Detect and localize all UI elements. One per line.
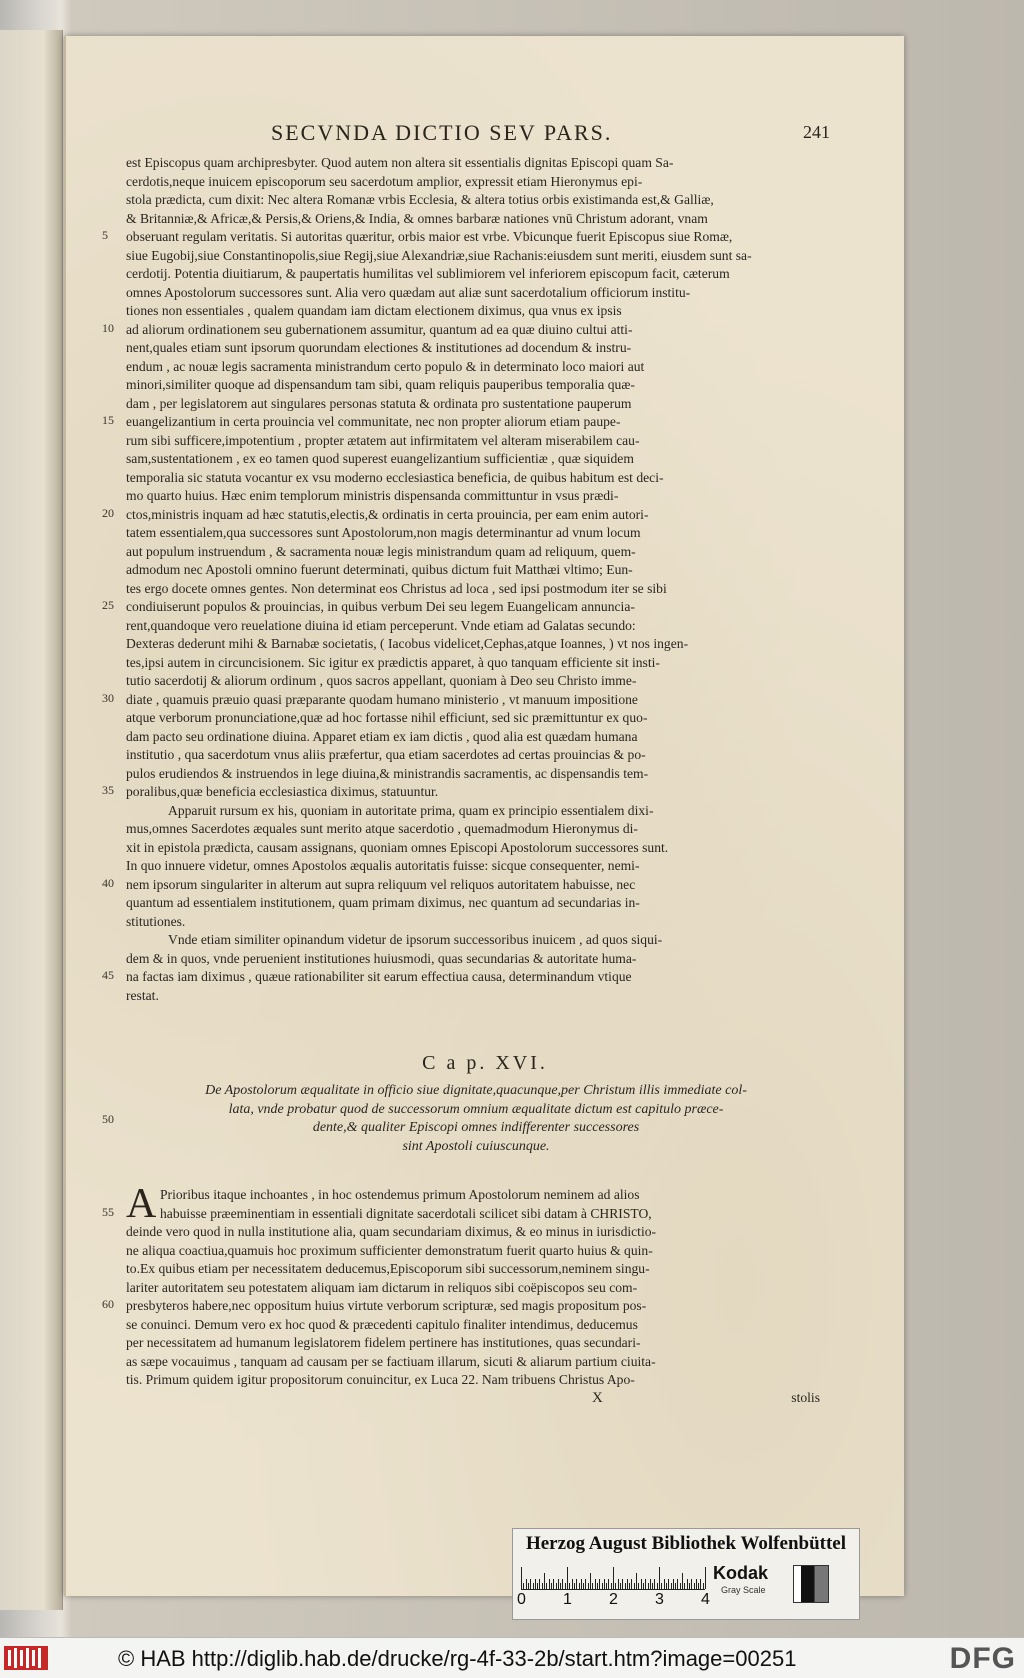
scale-ruler <box>521 1567 705 1590</box>
text-line: se conuinci. Demum vero ex hoc quod & præcedenti capitulo finaliter intendimus, deducemus <box>126 1316 638 1332</box>
text-line: minori,similiter quoque ad dispensandum tam sibi, quam reliquis pauperibus temporalia quæ- <box>126 377 635 392</box>
text-line: cerdotij. Potentia diuitiarum, & paupertatis humilitas vel sublimiorem vel inferiorem episcopum facit, cæterum <box>126 266 730 281</box>
ruler-tick <box>583 1583 584 1589</box>
line-number: 45 <box>102 968 114 982</box>
text-line: institutio , qua sacerdotum vnus aliis præfertur, qua etiam sacerdotes ad certas prouincias & po- <box>126 747 646 762</box>
ruler-tick <box>613 1567 614 1589</box>
text-line: ad aliorum ordinationem seu gubernationem assumitur, quantum ad ea quæ diuino cultui atti- <box>126 321 633 337</box>
line-number: 15 <box>102 413 114 427</box>
text-line: habuisse præeminentiam in essentiali dignitate sacerdotali scilicet sibi datam à CHRISTO, <box>160 1205 652 1221</box>
ruler-tick <box>650 1579 651 1589</box>
text-line: condiuiserunt populos & prouincias, in quibus verbum Dei seu legem Euangelicam annuncia- <box>126 599 635 614</box>
ruler-tick <box>680 1583 681 1589</box>
ruler-tick <box>560 1583 561 1589</box>
text-line: est Episcopus quam archipresbyter. Quod autem non altera sit essentialis dignitas Episcopi quam Sa- <box>126 155 674 170</box>
text-line: dam , per legislatorem aut singulares personas statuta & ordinata pro sustentatione pauperum <box>126 395 632 411</box>
ruler-tick <box>659 1567 660 1589</box>
ruler-tick <box>567 1567 568 1589</box>
summary-line: dente,& qualiter Episcopi omnes indifferenter successores <box>312 1120 640 1135</box>
text-line: rent,quandoque vero reuelatione diuina id etiam perceperunt. Vnde etiam ad Galatas secundo: <box>126 617 636 633</box>
chapter-text-block <box>126 1181 826 1390</box>
text-line: nem ipsorum singulariter in alterum aut supra reliquum vel reliquos autoritatem habuisse, nec <box>126 876 636 892</box>
chapter-heading: C a p. XVI. <box>422 1052 548 1074</box>
ruler-tick <box>634 1583 635 1589</box>
footer-bar <box>0 1637 1024 1678</box>
summary-line: De Apostolorum æqualitate in officio siue dignitate,quacunque,per Christum illis immediate col- <box>205 1083 747 1098</box>
summary-line: sint Apostoli cuiuscunque. <box>402 1138 550 1154</box>
ruler-tick <box>652 1583 653 1589</box>
running-title: SECVNDA DICTIO SEV PARS. <box>271 120 613 145</box>
ruler-tick <box>604 1579 605 1589</box>
text-line: siue Eugobij,siue Constantinopolis,siue Regij,siue Alexandriæ,siue Rachanis:eiusdem sunt meriti, eiusdem sunt sa- <box>126 247 752 263</box>
ruler-tick <box>606 1583 607 1589</box>
line-number: 40 <box>102 875 114 890</box>
text-line: obseruant regulam veritatis. Si autoritas quæritur, orbis maior est vrbe. Vbicunque fuerit Episcopus siue Romæ, <box>126 229 733 244</box>
color-scale-card <box>512 1528 860 1620</box>
text-line: tiones non essentiales , qualem quandam iam dictam electionem diximus, qua vnus ex ipsis <box>126 303 622 318</box>
ruler-tick <box>581 1579 582 1589</box>
text-line: tis. Primum quidem igitur propositorum conuincitur, ex Luca 22. Nam tribuens Christus Apo- <box>126 1372 635 1387</box>
text-line: mus,omnes Sacerdotes æquales sunt merito atque sacerdotio , quemadmodum Hieronymus di- <box>126 821 638 836</box>
ruler-tick <box>551 1583 552 1589</box>
text-line: lariter autoritatem seu potestatem aliquam iam dictarum in reliquos sibi coëpiscopos seu com- <box>126 1279 638 1295</box>
text-line: euangelizantium in certa prouincia vel communitate, nec non propter aliorum etiam paupe- <box>126 414 621 429</box>
ruler-tick <box>569 1583 570 1589</box>
text-line: dem & in quos, vnde peruenient institutiones huiusmodi, quas secundarias & autoritate huma- <box>126 950 637 966</box>
text-line: tatem essentialem,qua successores sunt Apostolorum,non magis determinantur ad vnum locum <box>126 525 641 540</box>
ruler-tick <box>671 1583 672 1589</box>
ruler-tick <box>565 1583 566 1589</box>
line-number: 60 <box>102 1297 114 1311</box>
text-line: restat. <box>126 987 159 1003</box>
scale-numbers <box>517 1591 717 1611</box>
ruler-tick <box>553 1579 554 1589</box>
ruler-tick <box>696 1579 697 1589</box>
ruler-tick <box>558 1579 559 1589</box>
ruler-tick <box>526 1579 527 1589</box>
ruler-tick <box>590 1573 591 1589</box>
ruler-tick <box>530 1579 531 1589</box>
ruler-tick <box>666 1583 667 1589</box>
text-line: omnes Apostolorum successores sunt. Alia vero quædam aut aliæ sunt sacerdotalium officiorum institu- <box>126 284 691 300</box>
chapter-summary <box>126 1082 826 1156</box>
text-line: xit in epistola prædicta, causam assignans, quoniam omnes Episcopi Apostolorum successores sunt. <box>126 839 669 855</box>
ruler-tick <box>661 1583 662 1589</box>
ruler-tick <box>544 1573 545 1589</box>
book-page <box>64 36 904 1596</box>
text-line: as sæpe vocauimus , tanquam ad causam per se factiuam illarum, sicuti & aliarum partium ciuita- <box>126 1353 656 1369</box>
text-line: per necessitatem ad humanum legislatorem fidelem pertinere has institutiones, quas secundari- <box>126 1335 641 1350</box>
text-line: stola prædicta, cum dixit: Nec altera Romanæ vrbis Ecclesia, & altera totius orbis existimanda est,& Galliæ, <box>126 192 714 207</box>
ruler-tick <box>579 1583 580 1589</box>
text-line: cerdotis,neque inuicem episcoporum seu sacerdotum amplior, expressit etiam Hieronymus epi- <box>126 173 643 189</box>
line-number: 55 <box>102 1204 114 1219</box>
ruler-tick <box>689 1583 690 1589</box>
gray-scale-patch <box>793 1565 829 1603</box>
line-number: 50 <box>102 1112 114 1126</box>
ruler-tick <box>608 1579 609 1589</box>
text-line: deinde vero quod in nulla institutione alia, quam secundariam diximus, & eo minus in iurisdictio- <box>126 1224 657 1239</box>
hab-logo-icon <box>4 1644 48 1672</box>
ruler-tick <box>627 1579 628 1589</box>
gray-scale-label: Gray Scale <box>721 1585 766 1595</box>
ruler-tick <box>648 1583 649 1589</box>
ruler-tick <box>675 1583 676 1589</box>
ruler-tick <box>602 1583 603 1589</box>
text-line: Vnde etiam similiter opinandum videtur de ipsorum successoribus inuicem , ad quos siqui- <box>168 932 663 947</box>
text-line: temporalia sic statuta vocantur ex vsu moderno ecclesiastica beneficia, de quibus habitum est deci- <box>126 469 664 485</box>
ruler-tick <box>643 1583 644 1589</box>
ruler-tick <box>615 1583 616 1589</box>
running-header <box>66 120 904 150</box>
dfg-logo: DFG <box>949 1642 1016 1675</box>
library-name: Herzog August Bibliothek Wolfenbüttel <box>525 1533 847 1554</box>
ruler-tick <box>537 1583 538 1589</box>
ruler-tick <box>599 1579 600 1589</box>
ruler-tick <box>700 1579 701 1589</box>
text-line: sam,sustentationem , ex eo tamen quod superest euangelizantium sufficientiæ , quæ siquidem <box>126 451 634 466</box>
ruler-tick <box>703 1583 704 1589</box>
ruler-tick <box>625 1583 626 1589</box>
ruler-tick <box>574 1583 575 1589</box>
ruler-tick <box>645 1579 646 1589</box>
drop-capital: A <box>126 1181 157 1227</box>
ruler-tick <box>677 1579 678 1589</box>
text-line: stitutiones. <box>126 913 186 929</box>
ruler-tick <box>636 1573 637 1589</box>
ruler-tick <box>549 1579 550 1589</box>
text-line: presbyteros habere,nec oppositum huius virtute verborum scripturæ, sed magis propositum pos- <box>126 1298 647 1313</box>
ruler-tick <box>705 1567 706 1589</box>
ruler-tick <box>556 1583 557 1589</box>
ruler-tick <box>698 1583 699 1589</box>
text-line: tes,ipsi autem in circuncisionem. Sic igitur ex prædictis apparet, à quo tanquam efficiente sit insti- <box>126 654 660 670</box>
line-number: 30 <box>102 690 114 705</box>
text-line: mo quarto huius. Hæc enim templorum ministris dispensanda committuntur in vsus prædi- <box>126 488 619 503</box>
ruler-tick <box>521 1567 522 1589</box>
previous-page-edge <box>0 30 63 1610</box>
ruler-tick <box>572 1579 573 1589</box>
text-line: rum sibi sufficere,impotentium , propter ætatem aut infirmitatem vel alteram miserabilem cau- <box>126 432 640 448</box>
text-line: pulos erudiendos & instruendos in lege diuina,& ministrandis sacramentis, ac dispensandis tem- <box>126 765 649 781</box>
text-line: na factas iam diximus , quæue rationabiliter sit earum effectiua causa, determinandum vtique <box>126 969 632 984</box>
text-line: & Britanniæ,& Africæ,& Persis,& Oriens,& India, & omnes barbaræ nationes vnū Christum adorant, vnam <box>126 210 708 226</box>
text-line: Dexteras dederunt mihi & Barnabæ societatis, ( Iacobus videlicet,Cephas,atque Ioannes, ) vt nos ingen- <box>126 636 689 651</box>
text-line: admodum nec Apostoli omnino fuerunt determinati, quibus dictum fuit Matthæi vltimo; Eun- <box>126 562 633 577</box>
ruler-tick <box>562 1579 563 1589</box>
kodak-logo: Kodak <box>713 1563 769 1583</box>
ruler-tick <box>629 1583 630 1589</box>
scale-number: 3 <box>655 1591 664 1608</box>
scale-number: 1 <box>563 1591 572 1608</box>
ruler-tick <box>535 1579 536 1589</box>
ruler-tick <box>528 1583 529 1589</box>
line-number: 10 <box>102 320 114 335</box>
ruler-tick <box>657 1583 658 1589</box>
ruler-tick <box>585 1579 586 1589</box>
ruler-tick <box>576 1579 577 1589</box>
ruler-tick <box>533 1583 534 1589</box>
ruler-tick <box>691 1579 692 1589</box>
ruler-tick <box>654 1579 655 1589</box>
line-number: 35 <box>102 783 114 797</box>
text-line: endum , ac nouæ legis sacramenta ministrandum certo populo & in determinato loco maiori aut <box>126 358 645 374</box>
text-line: Prioribus itaque inchoantes , in hoc ostendemus primum Apostolorum neminem ad alios <box>160 1187 640 1202</box>
line-number: 25 <box>102 598 114 612</box>
text-line: In quo innuere videtur, omnes Apostolos æqualis autoritatis fuisse: sicque consequenter, nemi- <box>126 858 640 873</box>
ruler-tick <box>597 1583 598 1589</box>
text-line: to.Ex quibus etiam per necessitatem deducemus,Episcoporum sibi successorum,neminem singu- <box>126 1261 650 1276</box>
ruler-tick <box>673 1579 674 1589</box>
text-line: tes ergo docete omnes gentes. Non determinat eos Christus ad loca , sed ipsi postmodum iter se sibi <box>126 580 667 596</box>
text-line: aut populum instruendum , & sacramenta nouæ legis ministrandum quam ad reliquum, quem- <box>126 543 636 559</box>
ruler-tick <box>668 1579 669 1589</box>
ruler-tick <box>641 1579 642 1589</box>
scale-number: 4 <box>701 1591 710 1608</box>
line-number: 20 <box>102 505 114 520</box>
text-line: nent,quales etiam sunt ipsorum quorundam electiones & institutiones ad docendum & instru- <box>126 340 632 355</box>
summary-line: lata, vnde probatur quod de successorum omnium æqualitate dictum est capitulo præce- <box>228 1101 724 1117</box>
ruler-tick <box>622 1579 623 1589</box>
text-line: Apparuit rursum ex his, quoniam in autoritate prima, quam ex principio essentialem dixi- <box>168 802 654 818</box>
ruler-tick <box>631 1579 632 1589</box>
ruler-tick <box>546 1583 547 1589</box>
ruler-tick <box>523 1583 524 1589</box>
text-line: quantum ad essentialem institutionem, quam primam diximus, nec quantum ad secundarias in- <box>126 895 640 910</box>
ruler-tick <box>687 1579 688 1589</box>
ruler-tick <box>638 1583 639 1589</box>
ruler-tick <box>664 1579 665 1589</box>
ruler-tick <box>542 1583 543 1589</box>
text-line: ne aliqua coactiua,quamuis hoc proximum sufficienter demonstratum fuerit quarto huius & quin- <box>126 1242 653 1258</box>
ruler-tick <box>684 1583 685 1589</box>
page-number: 241 <box>803 122 830 142</box>
ruler-tick <box>618 1579 619 1589</box>
text-line: tutio sacerdotij & aliorum ordinum , quos sacros appellant, quoniam à Deo seu Christo imme- <box>126 673 637 688</box>
text-line: poralibus,quæ beneficia ecclesiastica diximus, statuuntur. <box>126 784 439 799</box>
ruler-tick <box>588 1583 589 1589</box>
text-line: dam pacto seu ordinatione diuina. Apparet etiam ex iam dictis , quod alia est quædam humana <box>126 728 638 744</box>
text-line: atque verborum pronunciatione,quæ ad hoc fortasse nihil efficiunt, sed sic præmittuntur ex quo- <box>126 710 648 725</box>
catchword: stolis <box>791 1390 820 1405</box>
line-number: 5 <box>102 228 108 242</box>
text-line: diate , quamuis præuio quasi præparante quodam humano ministerio , vt manuum impositione <box>126 691 638 707</box>
ruler-tick <box>592 1583 593 1589</box>
ruler-tick <box>595 1579 596 1589</box>
ruler-tick <box>611 1583 612 1589</box>
scale-number: 2 <box>609 1591 618 1608</box>
copyright-url[interactable]: © HAB http://diglib.hab.de/drucke/rg-4f-33-2b/start.htm?image=00251 <box>118 1646 797 1671</box>
scale-number: 0 <box>517 1591 526 1608</box>
main-text-block <box>126 154 826 1005</box>
text-line: ctos,ministris inquam ad hæc statutis,electis,& ordinatis in certa prouincia, per eam enim autori- <box>126 506 649 522</box>
ruler-tick <box>682 1573 683 1589</box>
ruler-tick <box>539 1579 540 1589</box>
ruler-tick <box>694 1583 695 1589</box>
signature-mark: X <box>592 1390 603 1406</box>
ruler-tick <box>620 1583 621 1589</box>
